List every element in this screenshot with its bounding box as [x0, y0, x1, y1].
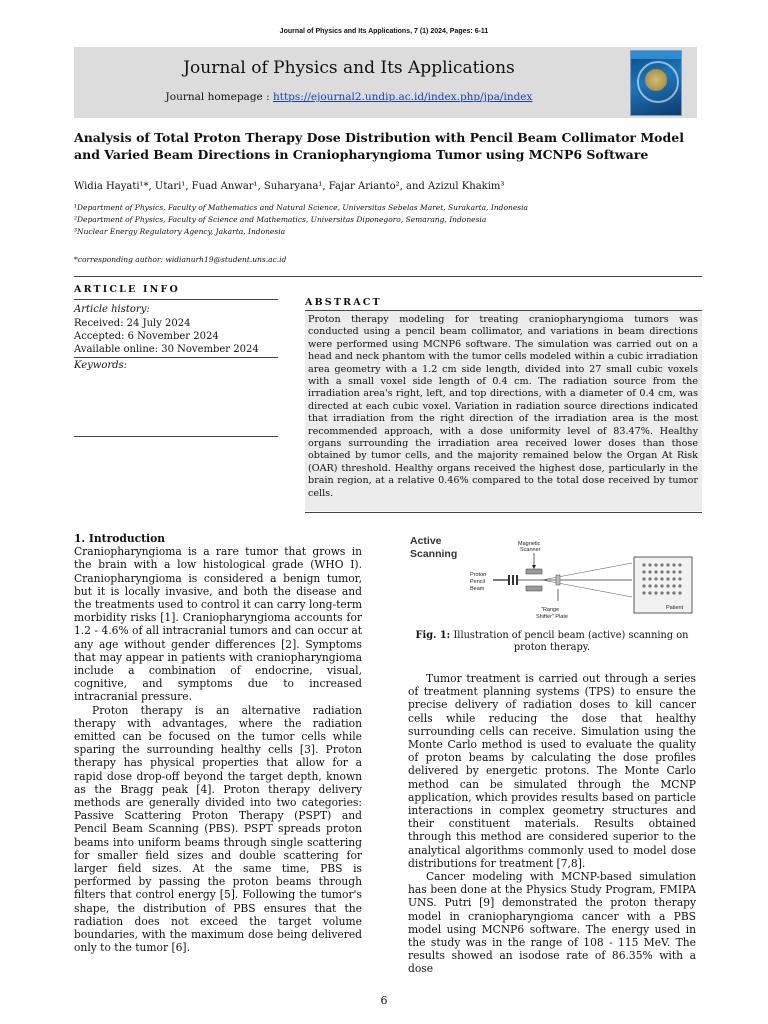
- introduction-heading: 1. Introduction: [74, 532, 165, 545]
- divider: [74, 276, 702, 277]
- divider: [305, 512, 702, 513]
- homepage-link[interactable]: https://ejournal2.undip.ac.id/index.php/jpa/index: [272, 91, 533, 103]
- fig-label-patient: Patient: [666, 605, 684, 611]
- author-list: Widia Hayati¹*, Utari¹, Fuad Anwar¹, Suharyana¹, Fajar Arianto², and Azizul Khakim³: [74, 181, 505, 192]
- fig-label-beam: Beam: [470, 586, 485, 592]
- paper-title: Analysis of Total Proton Therapy Dose Distribution with Pencil Beam Collimator Model and Varied Beam Directions in Craniopharyngioma Tumor using MCNP6 Software: [74, 130, 684, 162]
- homepage-label: Journal homepage :: [165, 91, 270, 103]
- abstract-heading: ABSTRACT: [305, 297, 382, 308]
- scanner-arrow-head: [532, 565, 536, 569]
- collimator-bar: [516, 575, 518, 585]
- accepted-date: Accepted: 6 November 2024: [74, 331, 219, 342]
- magnet-bottom: [526, 586, 542, 591]
- collimator-bar: [512, 575, 514, 585]
- pencil-beam-diagram: [408, 533, 696, 625]
- journal-title: Journal of Physics and Its Applications: [183, 58, 515, 78]
- figure-caption-text: Illustration of pencil beam (active) scanning on proton therapy.: [453, 630, 689, 653]
- beam-spread: [542, 563, 632, 580]
- journal-cover-image: [630, 50, 682, 116]
- figure-caption-label: Fig. 1:: [415, 630, 451, 641]
- journal-homepage: [74, 91, 624, 103]
- affiliation-2: ²Department of Physics, Faculty of Science and Mathematics, Universitas Diponegoro, Semarang, Indonesia: [74, 215, 487, 224]
- divider: [74, 436, 278, 437]
- abstract-text: Proton therapy modeling for treating craniopharyngioma tumors was conducted using a pencil beam collimator, and variations in beam directions were performed using MCNP6 software. The simulation was carried out on a head and neck phantom with the tumor cells modeled within a cubic irradiation area geometry with a 1.2 cm side length, divided into 27 small cubic voxels with a small voxel side length of 0.4 cm. The radiation source from the irradiation area's right, left, and top directions, with a diameter of 0.4 cm, was directed at each cubic voxel. Variation in radiation source directions indicated that irradiation from the right direction of the irradiation area is the most recommended approach, with a dose uniformity level of 83.47%. Healthy organs surrounding the irradiation area received lower doses than those obtained by tumor cells, and the majority remained below the Organ At Risk (OAR) threshold. Healthy organs received the highest dose, particularly in the brain region, at a relative 0.46% compared to the total dose received by tumor cells.: [308, 314, 698, 499]
- introduction-right-column: [408, 672, 696, 976]
- running-head: Journal of Physics and Its Applications, 7 (1) 2024, Pages: 6-11: [279, 28, 489, 35]
- keywords-label: Keywords:: [74, 360, 128, 371]
- divider: [74, 299, 278, 300]
- fig-label-magnetic: Magnetic: [518, 541, 541, 547]
- corresponding-author: *corresponding author: widianurh19@student.uns.ac.id: [74, 255, 287, 264]
- figure-pencil-beam: [408, 533, 696, 625]
- fig-label-range: "Range: [541, 607, 560, 613]
- online-date: Available online: 30 November 2024: [74, 344, 259, 355]
- magnet-top: [526, 569, 542, 574]
- range-shifter-plate: [556, 575, 560, 585]
- intro-paragraph-2: Proton therapy is an alternative radiation therapy with advantages, where the radiation emitted can be focused on the tumor cells while sparing the surrounding healthy cells [3]. Proton therapy has physical properties that allow for a rapid dose drop-off beyond the target depth, known as the Bragg peak [4]. Proton therapy delivery methods are generally divided into two categories: Passive Scattering Proton Therapy (PSPT) and Pencil Beam Scanning (PBS). PSPT spreads proton beams into uniform beams through single scattering for smaller field sizes and double scattering for larger field sizes. At the same time, PBS is performed by passing the proton beams through filters that control energy [5]. Following the tumor's shape, the distribution of PBS ensures that the radiation does not exceed the target volume boundaries, with the maximum dose being delivered only to the tumor [6].: [74, 703, 362, 955]
- fig-label-active: Active: [410, 535, 442, 547]
- fig-label-pencil: Pencil: [470, 579, 485, 585]
- fig-label-shifter: Shifter" Plate: [536, 614, 568, 620]
- collimator-bar: [508, 575, 510, 585]
- affiliation-3: ³Nuclear Energy Regulatory Agency, Jakarta, Indonesia: [74, 227, 286, 236]
- article-history-label: Article history:: [74, 304, 150, 315]
- fig-label-scanner: Scanner: [520, 547, 541, 553]
- affiliation-1: ¹Department of Physics, Faculty of Mathematics and Natural Science, Universitas Sebelas Maret, Surakarta, Indonesia: [74, 203, 528, 212]
- beam-spread: [542, 580, 632, 597]
- intro-paragraph-4: Cancer modeling with MCNP-based simulation has been done at the Physics Study Program, FMIPA UNS. Putri [9] demonstrated the proton therapy model in craniopharyngioma cancer with a PBS model using MCNP6 software. The energy used in the study was in the range of 108 - 115 MeV. The results showed an isodose rate of 86.35% with a dose: [408, 870, 696, 976]
- received-date: Received: 24 July 2024: [74, 318, 191, 329]
- fig-label-proton: Proton: [470, 572, 487, 578]
- intro-paragraph-3: Tumor treatment is carried out through a series of treatment planning systems (TPS) to ensure the precise delivery of radiation doses to kill cancer cells while reducing the dose that healthy surrounding cells can receive. Simulation using the Monte Carlo method is used to evaluate the quality of proton beams by calculating the dose profiles delivered by energetic protons. The Monte Carlo method can be simulated through the MCNP application, which provides results based on particle interactions in complex geometry structures and their constituent materials. Results obtained through this method are considered superior to the analytical algorithms commonly used to model dose distributions for treatment [7,8].: [408, 672, 696, 870]
- divider: [74, 357, 278, 358]
- introduction-left-column: [74, 532, 362, 955]
- fig-label-scanning: Scanning: [410, 548, 458, 560]
- article-info-heading: ARTICLE INFO: [74, 284, 180, 295]
- figure-caption: [408, 630, 696, 654]
- intro-paragraph-1: Craniopharyngioma is a rare tumor that grows in the brain with a low histological grade (WHO I). Craniopharyngioma is considered a benign tumor, but it is locally invasive, and both the disease and the treatments used to control it can carry long-term morbidity risks [1]. Craniopharyngioma accounts for 1.2 - 4.6% of all intracranial tumors and can occur at any age without gender differences [2]. Symptoms that may appear in patients with craniopharyngioma include a combination of endocrine, visual, cognitive, and symptoms due to increased intracranial pressure.: [74, 545, 362, 704]
- page-number: 6: [380, 994, 388, 1007]
